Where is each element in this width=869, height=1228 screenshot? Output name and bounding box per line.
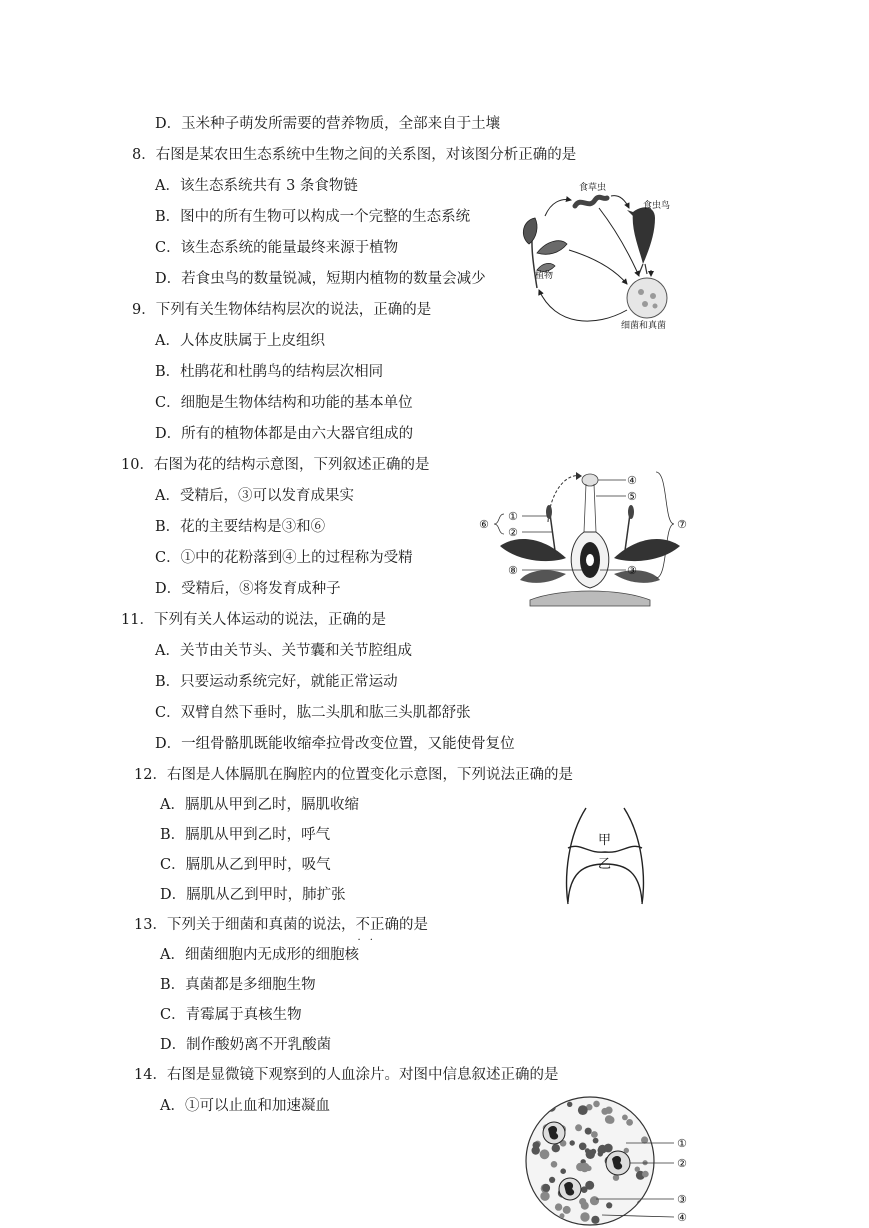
- q13-option-a: A．细菌细胞内无成形的细胞核: [160, 947, 359, 963]
- q10-option-c: C．①中的花粉落到④上的过程称为受精: [155, 550, 413, 566]
- red-blood-cell: [637, 1200, 646, 1209]
- diaphragm-label-yi: 乙: [598, 857, 612, 872]
- red-blood-cell: [604, 1144, 613, 1153]
- flower-label-4: ④: [627, 474, 637, 487]
- q14-stem: 14．右图是显微镜下观察到的人血涂片。对图中信息叙述正确的是: [134, 1067, 559, 1083]
- red-blood-cell: [586, 1150, 595, 1159]
- q10-option-a: A．受精后，③可以发育成果实: [155, 488, 354, 504]
- q8-option-b: B．图中的所有生物可以构成一个完整的生态系统: [155, 209, 471, 225]
- red-blood-cell: [606, 1202, 612, 1208]
- q10-option-b: B．花的主要结构是③和⑥: [155, 519, 326, 535]
- q13-stem-after: 的是: [398, 917, 428, 933]
- red-blood-cell: [560, 1168, 566, 1174]
- red-blood-cell: [549, 1177, 555, 1183]
- diaphragm-figure: [560, 806, 650, 906]
- red-blood-cell: [567, 1102, 572, 1107]
- q8-option-d: D．若食虫鸟的数量锐减，短期内植物的数量会减少: [155, 271, 486, 287]
- red-blood-cell: [575, 1124, 582, 1131]
- q12-stem: 12．右图是人体膈肌在胸腔内的位置变化示意图，下列说法正确的是: [134, 767, 573, 783]
- plant-label: 植物: [535, 271, 554, 281]
- red-blood-cell: [626, 1119, 633, 1126]
- red-blood-cell: [591, 1216, 599, 1224]
- red-blood-cell: [591, 1131, 598, 1138]
- flower-label-7: ⑦: [677, 518, 687, 531]
- red-blood-cell: [622, 1115, 628, 1121]
- red-blood-cell: [540, 1149, 550, 1159]
- red-blood-cell: [529, 1115, 538, 1124]
- red-blood-cell: [560, 1213, 565, 1218]
- q12-option-d: D．膈肌从乙到甲时，肺扩张: [160, 887, 346, 903]
- red-blood-cell: [580, 1212, 589, 1221]
- diaphragm-label-jia: 甲: [598, 833, 612, 848]
- flower-label-3: ③: [627, 564, 637, 577]
- caterpillar-icon: [575, 197, 607, 206]
- red-blood-cell: [585, 1181, 594, 1190]
- red-blood-cell: [579, 1143, 587, 1151]
- q8-stem: 8．右图是某农田生态系统中生物之间的关系图，对该图分析正确的是: [132, 147, 577, 163]
- red-blood-cell: [641, 1136, 648, 1143]
- q12-option-c: C．膈肌从乙到甲时，吸气: [160, 857, 331, 873]
- flower-label-8: ⑧: [508, 564, 518, 577]
- red-blood-cell: [548, 1103, 553, 1108]
- red-blood-cell: [598, 1151, 603, 1156]
- bird-label: 食虫鸟: [643, 201, 671, 211]
- blood-smear-figure: [522, 1093, 698, 1228]
- q11-option-c: C．双臂自然下垂时，肱二头肌和肱三头肌都舒张: [155, 705, 471, 721]
- blood-label-3: ③: [677, 1193, 687, 1206]
- red-blood-cell: [580, 1163, 590, 1173]
- q10-option-d: D．受精后，⑧将发育成种子: [155, 581, 341, 597]
- red-blood-cell: [537, 1204, 542, 1209]
- q11-option-b: B．只要运动系统完好，就能正常运动: [155, 674, 398, 690]
- q8-option-a: A．该生态系统共有 3 条食物链: [155, 178, 358, 194]
- flower-label-2: ②: [508, 526, 518, 539]
- red-blood-cell: [633, 1211, 640, 1218]
- red-blood-cell: [601, 1108, 608, 1115]
- q13-stem-before: 13．下列关于细菌和真菌的说法，: [134, 917, 356, 933]
- red-blood-cell: [590, 1196, 599, 1205]
- red-blood-cell: [578, 1105, 588, 1115]
- q9-stem: 9．下列有关生物体结构层次的说法，正确的是: [132, 302, 432, 318]
- q7-option-d: D．玉米种子萌发所需要的营养物质，全部来自于土壤: [155, 116, 501, 132]
- red-blood-cell: [533, 1142, 540, 1149]
- blood-label-2: ②: [677, 1157, 687, 1170]
- red-blood-cell: [563, 1206, 571, 1214]
- q13-stem-emphasis: 不正确 · ·: [355, 917, 399, 933]
- red-blood-cell: [547, 1216, 554, 1223]
- red-blood-cell: [593, 1101, 600, 1108]
- q13-stem: [134, 915, 428, 935]
- q11-option-a: A．关节由关节头、关节囊和关节腔组成: [155, 643, 412, 659]
- red-blood-cell: [570, 1140, 575, 1145]
- q11-stem: 11．下列有关人体运动的说法，正确的是: [121, 612, 386, 628]
- q14-option-a: A．①可以止血和加速凝血: [160, 1098, 330, 1114]
- q9-option-b: B．杜鹃花和杜鹃鸟的结构层次相同: [155, 364, 384, 380]
- decomposer-icon: [627, 278, 667, 318]
- red-blood-cell: [542, 1184, 550, 1192]
- flower-structure-figure: [470, 462, 698, 610]
- q13-option-d: D．制作酸奶离不开乳酸菌: [160, 1037, 332, 1053]
- q9-option-d: D．所有的植物体都是由六大器官组成的: [155, 426, 414, 442]
- red-blood-cell: [593, 1138, 599, 1144]
- red-blood-cell: [555, 1203, 562, 1210]
- q13-option-c: C．青霉属于真核生物: [160, 1007, 302, 1023]
- flower-label-5: ⑤: [627, 490, 637, 503]
- q12-option-b: B．膈肌从甲到乙时，呼气: [160, 827, 331, 843]
- q9-option-c: C．细胞是生物体结构和功能的基本单位: [155, 395, 413, 411]
- red-blood-cell: [605, 1115, 613, 1123]
- flower-label-1: ①: [508, 510, 518, 523]
- red-blood-cell: [546, 1102, 556, 1112]
- red-blood-cell: [585, 1128, 592, 1135]
- decomposer-label: 细菌和真菌: [621, 321, 667, 330]
- flower-label-6: ⑥: [479, 518, 489, 531]
- red-blood-cell: [642, 1171, 649, 1178]
- q12-option-a: A．膈肌从甲到乙时，膈肌收缩: [160, 797, 359, 813]
- red-blood-cell: [581, 1202, 589, 1210]
- q9-option-a: A．人体皮肤属于上皮组织: [155, 333, 325, 349]
- red-blood-cell: [551, 1161, 558, 1168]
- bird-icon: [627, 207, 655, 274]
- blood-label-1: ①: [677, 1137, 687, 1150]
- q10-stem: 10．右图为花的结构示意图，下列叙述正确的是: [121, 457, 430, 473]
- q13-option-b: B．真菌都是多细胞生物: [160, 977, 316, 993]
- red-blood-cell: [552, 1144, 560, 1152]
- insect-label: 食草虫: [579, 183, 607, 193]
- q8-option-c: C．该生态系统的能量最终来源于植物: [155, 240, 399, 256]
- q11-option-d: D．一组骨骼肌既能收缩牵拉骨改变位置，又能使骨复位: [155, 736, 515, 752]
- blood-label-4: ④: [677, 1211, 687, 1224]
- food-web-figure: [515, 178, 700, 330]
